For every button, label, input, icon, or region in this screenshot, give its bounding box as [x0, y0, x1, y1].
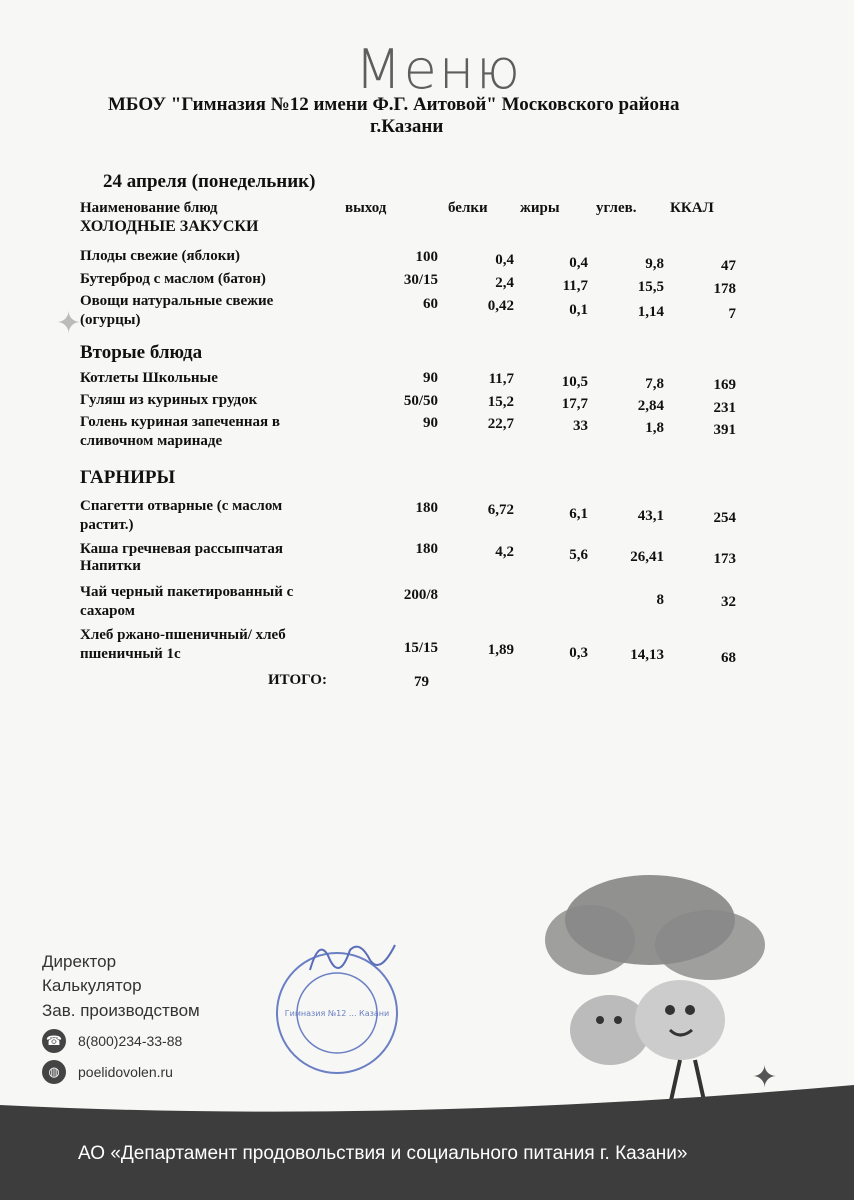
- row-yield: 100: [415, 249, 438, 265]
- section-sides: ГАРНИРЫ: [80, 467, 176, 488]
- row-fat: 0,4: [569, 255, 588, 271]
- row-protein: 4,2: [495, 544, 514, 560]
- row-fat: 6,1: [569, 506, 588, 522]
- row-kcal: 254: [713, 510, 736, 526]
- col-header-carbs: углев.: [596, 200, 637, 216]
- website-link[interactable]: poelidovolen.ru: [78, 1064, 173, 1080]
- signature: [300, 930, 410, 990]
- row-kcal: 231: [713, 400, 736, 416]
- section-drinks: Напитки: [80, 558, 141, 574]
- menu-date: 24 апреля (понедельник): [103, 171, 316, 192]
- handwritten-title: Меню: [355, 38, 522, 101]
- row-yield: 15/15: [403, 640, 438, 656]
- row-yield: 180: [415, 541, 438, 557]
- row-kcal: 68: [721, 650, 736, 666]
- row-kcal: 47: [721, 258, 736, 274]
- row-carbs: 15,5: [637, 279, 664, 295]
- row-protein: 1,89: [487, 642, 514, 658]
- row-carbs: 14,13: [630, 647, 664, 663]
- total-value: 79: [414, 674, 429, 690]
- row-yield: 30/15: [403, 272, 438, 288]
- row-protein: 11,7: [488, 371, 514, 387]
- row-fat: 33: [573, 418, 588, 434]
- row-kcal: 169: [713, 377, 736, 393]
- table-row-name: Каша гречневая рассыпчатая: [80, 541, 284, 557]
- row-protein: 22,7: [487, 416, 514, 432]
- table-row-name: Овощи натуральные свежие (огурцы): [80, 293, 274, 328]
- row-carbs: 1,14: [637, 304, 664, 320]
- table-row-name: Голень куриная запеченная в сливочном маринаде: [80, 414, 280, 449]
- globe-icon: ◍: [42, 1060, 66, 1084]
- school-name-line1: МБОУ "Гимназия №12 имени Ф.Г. Аитовой" Московского района: [108, 94, 680, 115]
- star-decoration-icon: ✦: [752, 1061, 778, 1094]
- row-kcal: 173: [713, 551, 736, 567]
- col-header-kcal: ККАЛ: [670, 200, 714, 216]
- school-name-line2: г.Казани: [370, 116, 444, 137]
- row-carbs: 26,41: [630, 549, 664, 565]
- row-protein: 0,4: [495, 252, 514, 268]
- star-decoration-icon: ✦: [56, 307, 82, 340]
- section-second-courses: Вторые блюда: [80, 342, 203, 363]
- row-yield: 90: [423, 370, 438, 386]
- row-fat: 11,7: [562, 278, 588, 294]
- phone-number[interactable]: 8(800)234-33-88: [78, 1033, 183, 1049]
- row-carbs: 43,1: [637, 508, 664, 524]
- table-row-name: Котлеты Школьные: [80, 370, 218, 386]
- row-carbs: 9,8: [645, 256, 664, 272]
- row-kcal: 391: [713, 422, 736, 438]
- company-name: АО «Департамент продовольствия и социального питания г. Казани»: [78, 1143, 688, 1164]
- row-fat: 17,7: [561, 396, 588, 412]
- row-protein: 2,4: [495, 275, 514, 291]
- seal-text: Гимназия №12 ... Казани: [284, 1009, 390, 1018]
- role-production-head: Зав. производством: [42, 1001, 200, 1020]
- role-director: Директор: [42, 952, 117, 971]
- mascot-illustration: [500, 870, 800, 1110]
- row-fat: 0,1: [569, 302, 588, 318]
- col-header-name: Наименование блюд: [80, 200, 218, 216]
- row-protein: 6,72: [487, 502, 514, 518]
- row-kcal: 7: [728, 306, 736, 322]
- row-protein: 0,42: [487, 298, 514, 314]
- row-carbs: 1,8: [645, 420, 664, 436]
- phone-icon: ☎: [42, 1029, 66, 1053]
- row-fat: 10,5: [561, 374, 588, 390]
- col-header-protein: белки: [448, 200, 488, 216]
- role-calculator: Калькулятор: [42, 976, 142, 995]
- row-yield: 50/50: [403, 393, 438, 409]
- row-yield: 180: [415, 500, 438, 516]
- row-kcal: 32: [721, 594, 736, 610]
- col-header-yield: выход: [345, 200, 387, 216]
- row-fat: 0,3: [569, 645, 588, 661]
- table-row-name: Бутерброд с маслом (батон): [80, 271, 266, 287]
- row-yield: 60: [423, 296, 438, 312]
- row-carbs: 8: [656, 592, 664, 608]
- table-row-name: Чай черный пакетированный с сахаром: [80, 584, 294, 619]
- row-protein: 15,2: [487, 394, 514, 410]
- col-header-fat: жиры: [520, 200, 560, 216]
- table-row-name: Плоды свежие (яблоки): [80, 248, 240, 264]
- table-row-name: Спагетти отварные (с маслом растит.): [80, 498, 283, 533]
- row-fat: 5,6: [569, 547, 588, 563]
- table-row-name: Гуляш из куриных грудок: [80, 392, 258, 408]
- row-kcal: 178: [713, 281, 736, 297]
- row-yield: 200/8: [403, 587, 438, 603]
- row-carbs: 7,8: [645, 376, 664, 392]
- table-row-name: Хлеб ржано-пшеничный/ хлеб пшеничный 1с: [80, 627, 286, 662]
- total-label: ИТОГО:: [268, 672, 327, 688]
- row-carbs: 2,84: [637, 398, 664, 414]
- row-yield: 90: [423, 415, 438, 431]
- section-cold-snacks: ХОЛОДНЫЕ ЗАКУСКИ: [80, 218, 259, 235]
